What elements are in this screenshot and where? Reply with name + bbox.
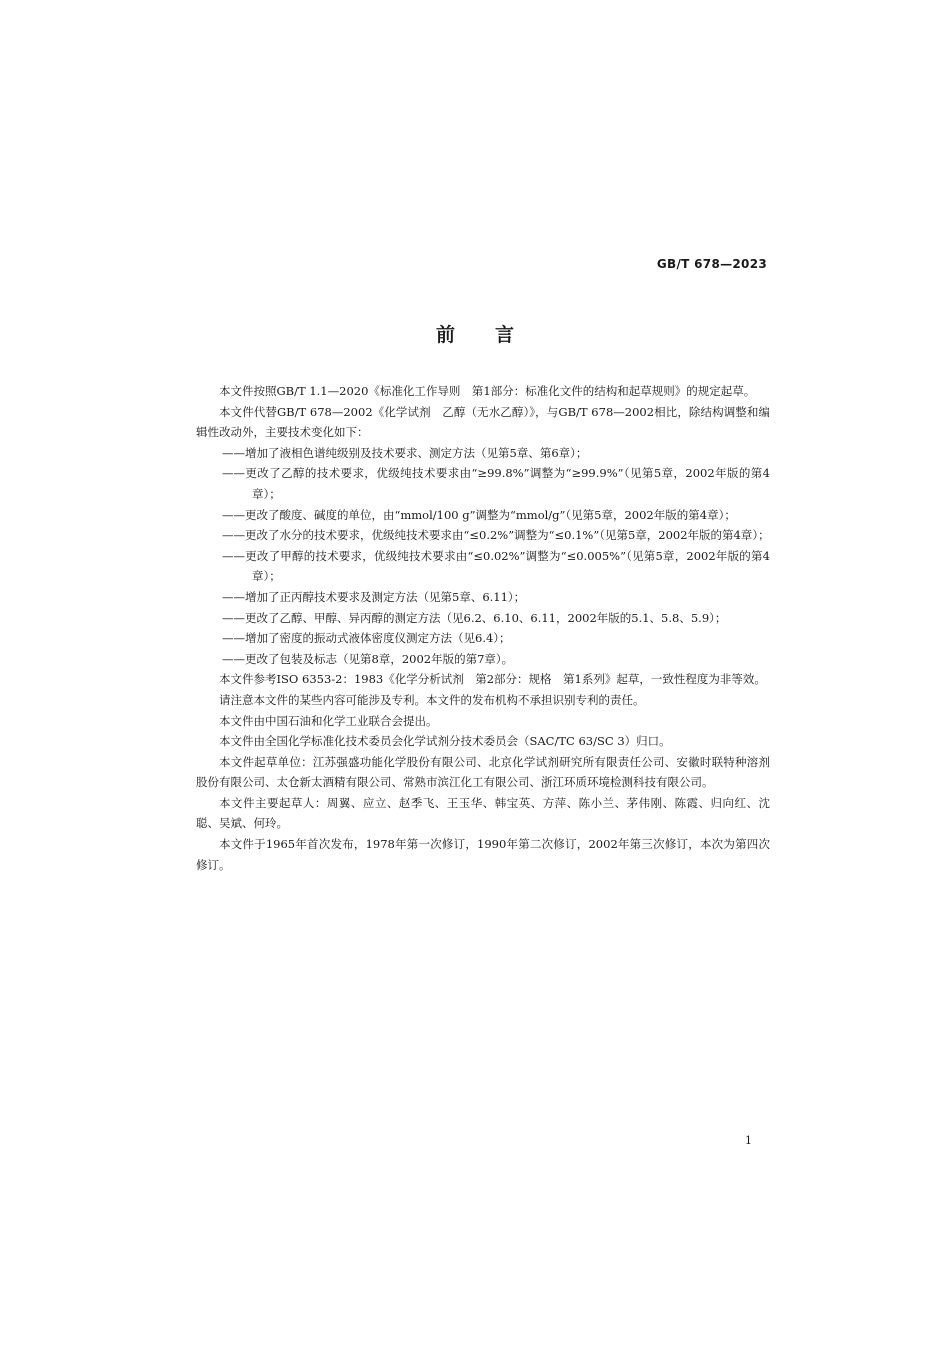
paragraph: 本文件参考ISO 6353-2：1983《化学分析试剂 第2部分：规格 第1系列》起草，一致性程度为非等效。 [219, 672, 766, 687]
standard-code: GB/T 678—2023 [656, 257, 767, 271]
change-list-item: ——更改了甲醇的技术要求，优级纯技术要求由“≤0.02%”调整为“≤0.005%”（见第5章，2002年版的第4章）； [222, 548, 770, 584]
paragraph: 本文件由全国化学标准化技术委员会化学试剂分技术委员会（SAC/TC 63/SC 3）归口。 [219, 734, 671, 749]
page-title: 前言 [435, 324, 554, 346]
change-list-item: ——增加了液相色谱纯级别及技术要求、测定方法（见第5章、第6章）； [222, 445, 588, 460]
paragraph: 本文件按照GB/T 1.1—2020《标准化工作导则 第1部分：标准化文件的结构和起草规则》的规定起草。 [219, 384, 756, 398]
document-body [196, 381, 770, 875]
paragraph: 本文件于1965年首次发布，1978年第一次修订，1990年第二次修订，2002年第三次修订，本次为第四次修订。 [196, 837, 770, 872]
paragraph: 本文件主要起草人：周翼、应立、赵季飞、王玉华、韩宝英、方萍、陈小兰、茅伟刚、陈霞、归向红、沈聪、吴斌、何玲。 [196, 795, 770, 831]
page-number: 1 [745, 1134, 752, 1147]
change-list-item: ——更改了乙醇的技术要求，优级纯技术要求由“≥99.8%”调整为“≥99.9%”（见第5章，2002年版的第4章）； [222, 466, 770, 501]
change-list-item: ——更改了包装及标志（见第8章，2002年版的第7章）。 [222, 651, 514, 666]
paragraph: 本文件起草单位：江苏强盛功能化学股份有限公司、北京化学试剂研究所有限责任公司、安徽时联特种溶剂股份有限公司、太仓新太酒精有限公司、常熟市滨江化工有限公司、浙江环质环境检测科技有限公司。 [196, 754, 770, 790]
change-list-item: ——更改了酸度、碱度的单位，由“mmol/100 g”调整为“mmol/g”（见第5章，2002年版的第4章）； [222, 507, 736, 522]
change-list-item: ——更改了乙醇、甲醇、异丙醇的测定方法（见6.2、6.10、6.11，2002年版的5.1、5.8、5.9）； [222, 610, 727, 625]
change-list-item: ——增加了密度的振动式液体密度仪测定方法（见6.4）； [222, 631, 511, 646]
paragraph: 本文件由中国石油和化学工业联合会提出。 [219, 713, 438, 728]
change-list-item: ——增加了正丙醇技术要求及测定方法（见第5章、6.11）； [222, 589, 526, 604]
paragraph: 本文件代替GB/T 678—2002《化学试剂 乙醇（无水乙醇）》，与GB/T 678—2002相比，除结构调整和编辑性改动外，主要技术变化如下： [196, 404, 770, 440]
change-list-item: ——更改了水分的技术要求，优级纯技术要求由“≤0.2%”调整为“≤0.1%”（见第5章，2002年版的第4章）； [222, 528, 770, 543]
paragraph: 请注意本文件的某些内容可能涉及专利。本文件的发布机构不承担识别专利的责任。 [219, 692, 645, 707]
